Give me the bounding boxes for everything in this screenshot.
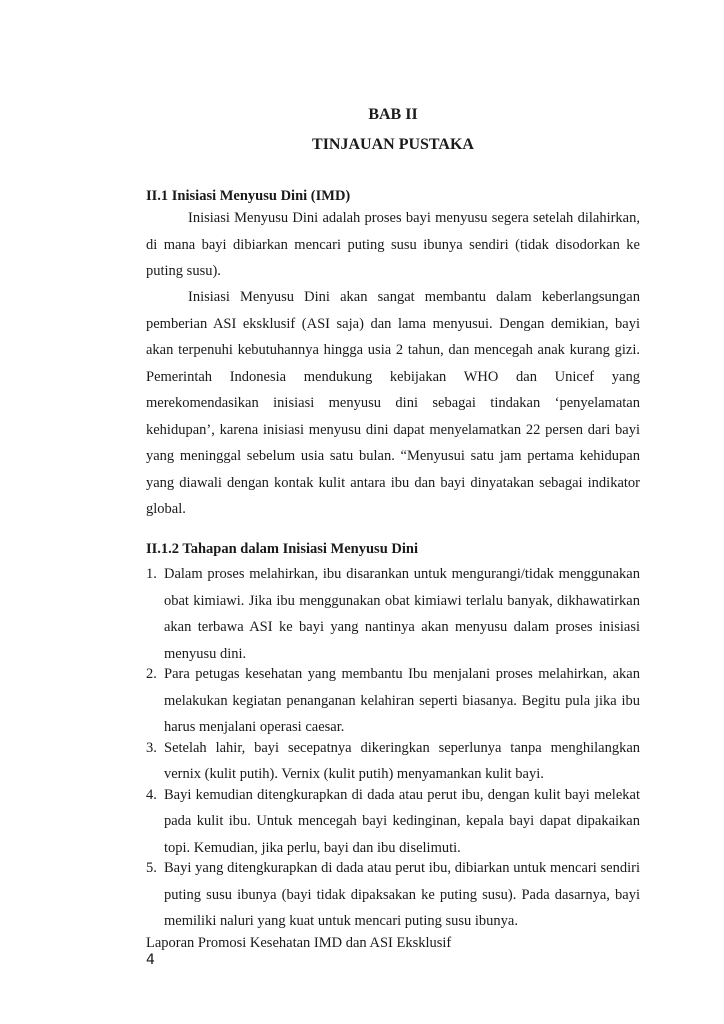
chapter-title: TINJAUAN PUSTAKA xyxy=(312,136,474,153)
list-item xyxy=(146,561,640,667)
list-item-text: Bayi kemudian ditengkurapkan di dada atau perut ibu, dengan kulit bayi melekat pada kulit ibu. Untuk mencegah bayi kedinginan, kepala bayi dapat dipakaikan topi. Kemudian, jika perlu, bayi dan ibu diselimuti. xyxy=(164,786,640,856)
list-item-number: 2. xyxy=(146,666,157,682)
stages-list xyxy=(146,561,640,929)
list-item-text: Para petugas kesehatan yang membantu Ibu menjalani proses melahirkan, akan melakukan kegiatan penanganan kelahiran seperti biasanya. Begitu pula jika ibu harus menjalani operasi caesar. xyxy=(164,666,640,735)
list-item-text: Setelah lahir, bayi secepatnya dikeringkan seperlunya tanpa menghilangkan vernix (kulit putih). Vernix (kulit putih) menyamankan kulit bayi. xyxy=(164,739,640,782)
list-item-text: Dalam proses melahirkan, ibu disarankan untuk mengurangi/tidak menggunakan obat kimiawi. Jika ibu menggunakan obat kimiawi terlalu banyak, dikhawatirkan akan terbawa ASI ke bayi yang nantinya akan menyusu dalam proses inisiasi menyusu dini. xyxy=(164,566,640,662)
paragraph-benefits: Inisiasi Menyusu Dini akan sangat membantu dalam keberlangsungan pemberian ASI eksklusif (ASI saja) dan lama menyusui. Dengan demikian, bayi akan terpenuhi kebutuhannya hingga usia 2 tahun, dan mencegah anak kurang gizi. Pemerintah Indonesia mendukung kebijakan WHO dan Unicef yang merekomendasikan inisiasi menyusu dini sebagai tindakan ‘penyelamatan kehidupan’, karena inisiasi menyusu dini dapat menyelamatkan 22 persen dari bayi yang meninggal sebelum usia satu bulan. “Menyusui satu jam pertama kehidupan yang diawali dengan kontak kulit antara ibu dan bayi dinyatakan sebagai indikator global. xyxy=(146,289,640,517)
list-item-number: 1. xyxy=(146,566,157,582)
footer-report-title: Laporan Promosi Kesehatan IMD dan ASI Eksklusif xyxy=(146,935,452,951)
list-item xyxy=(146,855,640,935)
list-item-number: 3. xyxy=(146,739,157,756)
paragraph-definition: Inisiasi Menyusu Dini adalah proses bayi menyusu segera setelah dilahirkan, di mana bayi dibiarkan mencari puting susu ibunya sendiri (tidak disodorkan ke puting susu). xyxy=(146,210,640,279)
list-item-number: 4. xyxy=(146,786,157,803)
list-item xyxy=(146,735,640,788)
chapter-label: BAB II xyxy=(368,106,418,123)
list-item-text: Bayi yang ditengkurapkan di dada atau perut ibu, dibiarkan untuk mencari sendiri puting susu ibunya (bayi tidak dipaksakan ke puting susu). Pada dasarnya, bayi memiliki naluri yang kuat untuk mencari puting susu ibunya. xyxy=(164,860,640,929)
list-item xyxy=(146,661,640,741)
page-number: 4 xyxy=(146,952,155,968)
list-item-number: 5. xyxy=(146,860,157,876)
section-heading-stages: II.1.2 Tahapan dalam Inisiasi Menyusu Dini xyxy=(146,541,418,557)
list-item xyxy=(146,782,640,862)
section-heading-imd: II.1 Inisiasi Menyusu Dini (IMD) xyxy=(146,188,351,204)
